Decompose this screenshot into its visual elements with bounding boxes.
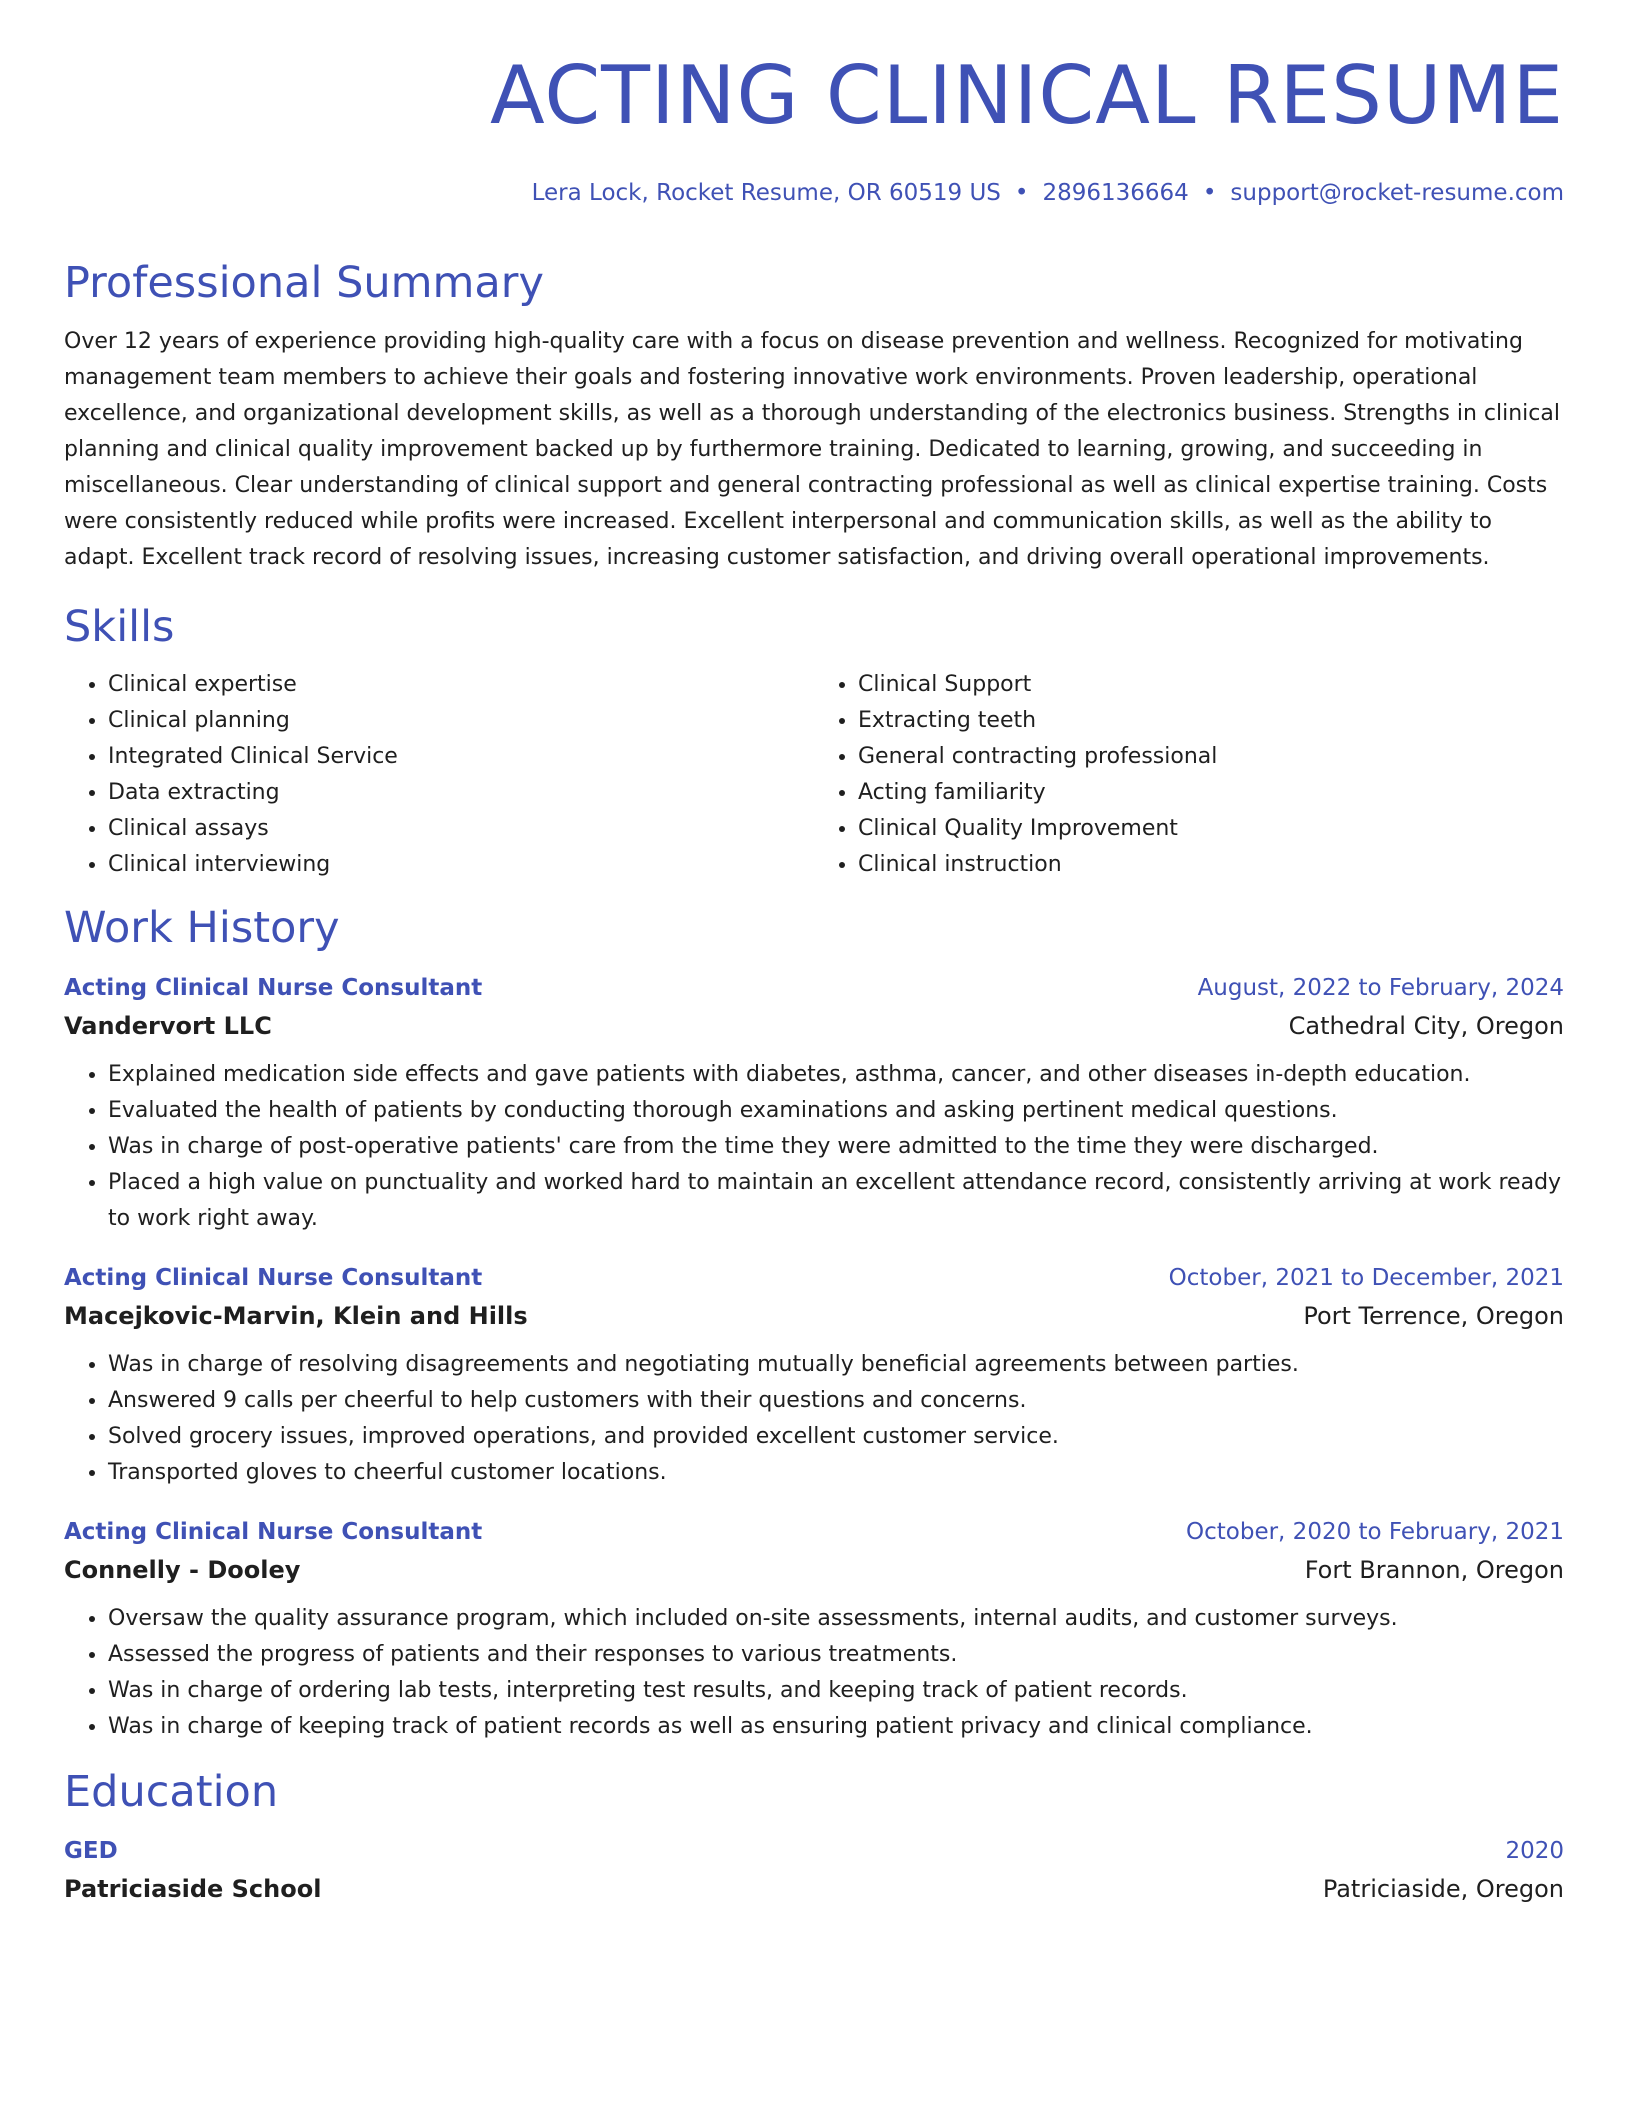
- job-entry: [64, 1513, 1564, 1745]
- contact-email: support@rocket-resume.com: [1230, 180, 1564, 206]
- job-location: Port Terrence, Oregon: [1303, 1301, 1564, 1330]
- job-entry: [64, 1259, 1564, 1491]
- job-bullet: • Evaluated the health of patients by conducting thorough examinations and asking pertinent medical questions.: [108, 1093, 1564, 1129]
- company-name: Vandervort LLC: [64, 1011, 272, 1040]
- job-bullet: • Solved grocery issues, improved operations, and provided excellent customer service.: [108, 1419, 1564, 1455]
- job-dates: October, 2021 to December, 2021: [1168, 1264, 1564, 1291]
- skill-item: • General contracting professional: [858, 739, 1564, 775]
- job-title: Acting Clinical Nurse Consultant: [64, 1264, 483, 1291]
- company-name: Connelly - Dooley: [64, 1555, 301, 1584]
- job-bullet: • Explained medication side effects and gave patients with diabetes, asthma, cancer, and other diseases in-depth education.: [108, 1057, 1564, 1093]
- job-dates: August, 2022 to February, 2024: [1197, 974, 1564, 1001]
- degree: GED: [64, 1838, 118, 1865]
- job-location: Fort Brannon, Oregon: [1304, 1555, 1564, 1584]
- skill-item: • Extracting teeth: [858, 703, 1564, 739]
- skill-item: • Clinical expertise: [108, 667, 814, 703]
- job-bullets: [64, 1057, 1564, 1237]
- education-heading: Education: [64, 1766, 279, 1817]
- skill-item: • Acting familiarity: [858, 775, 1564, 811]
- contact-phone: 2896136664: [1042, 180, 1189, 206]
- job-bullets: [64, 1347, 1564, 1491]
- job-bullet: • Was in charge of post-operative patients' care from the time they were admitted to the time they were discharged.: [108, 1129, 1564, 1165]
- company-name: Macejkovic-Marvin, Klein and Hills: [64, 1301, 528, 1330]
- skill-item: • Data extracting: [108, 775, 814, 811]
- skill-item: • Clinical Support: [858, 667, 1564, 703]
- work-history-heading: Work History: [64, 903, 340, 954]
- work-history-section: [64, 903, 1564, 1745]
- summary-heading: Professional Summary: [64, 258, 544, 308]
- skill-item: • Clinical interviewing: [108, 847, 814, 883]
- resume-title: ACTING CLINICAL RESUME: [490, 49, 1564, 142]
- job-bullet: • Was in charge of resolving disagreements and negotiating mutually beneficial agreements between parties.: [108, 1347, 1564, 1383]
- job-entry: [64, 969, 1564, 1237]
- skills-section: [64, 602, 1564, 884]
- job-dates: October, 2020 to February, 2021: [1186, 1518, 1564, 1545]
- job-bullets: [64, 1601, 1564, 1745]
- job-bullet: • Answered 9 calls per cheerful to help customers with their questions and concerns.: [108, 1383, 1564, 1419]
- contact-address: Lera Lock, Rocket Resume, OR 60519 US: [531, 180, 1001, 206]
- education-section: [64, 1767, 1564, 1909]
- job-bullet: • Was in charge of ordering lab tests, interpreting test results, and keeping track of patient records.: [108, 1673, 1564, 1709]
- summary-section: [64, 258, 1564, 576]
- skill-item: • Clinical planning: [108, 703, 814, 739]
- skills-heading: Skills: [64, 601, 175, 652]
- job-bullet: • Oversaw the quality assurance program, which included on-site assessments, internal audits, and customer surveys.: [108, 1601, 1564, 1637]
- skill-item: • Clinical instruction: [858, 847, 1564, 883]
- contact-separator: •: [1202, 180, 1217, 206]
- contact-line: [532, 180, 1564, 206]
- skills-columns: [64, 667, 1564, 883]
- resume-body: [64, 258, 1564, 1908]
- summary-text: Over 12 years of experience providing high-quality care with a focus on disease prevention and wellness. Recognized for motivating management team members to achieve their goals and fostering innovative work environments. Proven leadership, operational excellence, and organizational development skills, as well as a thorough understanding of the electronics business. Strengths in clinical planning and clinical quality improvement backed up by furthermore training. Dedicated to learning, growing, and succeeding in miscellaneous. Clear understanding of clinical support and general contracting professional as well as clinical expertise training. Costs were consistently reduced while profits were increased. Excellent interpersonal and communication skills, as well as the ability to adapt. Excellent track record of resolving issues, increasing customer satisfaction, and driving overall operational improvements.: [64, 328, 1560, 570]
- job-bullet: • Transported gloves to cheerful customer locations.: [108, 1455, 1564, 1491]
- job-title: Acting Clinical Nurse Consultant: [64, 1518, 483, 1545]
- job-bullet: • Assessed the progress of patients and their responses to various treatments.: [108, 1637, 1564, 1673]
- skill-item: • Clinical assays: [108, 811, 814, 847]
- contact-separator: •: [1014, 180, 1029, 206]
- skill-item: • Clinical Quality Improvement: [858, 811, 1564, 847]
- skills-list-left: [64, 667, 814, 883]
- job-bullet: • Placed a high value on punctuality and worked hard to maintain an excellent attendance record, consistently arriving at work ready to work right away.: [108, 1165, 1564, 1237]
- job-location: Cathedral City, Oregon: [1288, 1011, 1564, 1040]
- job-title: Acting Clinical Nurse Consultant: [64, 974, 483, 1001]
- graduation-year: 2020: [1505, 1838, 1564, 1865]
- job-bullet: • Was in charge of keeping track of patient records as well as ensuring patient privacy and clinical compliance.: [108, 1709, 1564, 1745]
- skill-item: • Integrated Clinical Service: [108, 739, 814, 775]
- school-name: Patriciaside School: [64, 1875, 322, 1904]
- school-location: Patriciaside, Oregon: [1322, 1875, 1564, 1904]
- skills-list-right: [814, 667, 1564, 883]
